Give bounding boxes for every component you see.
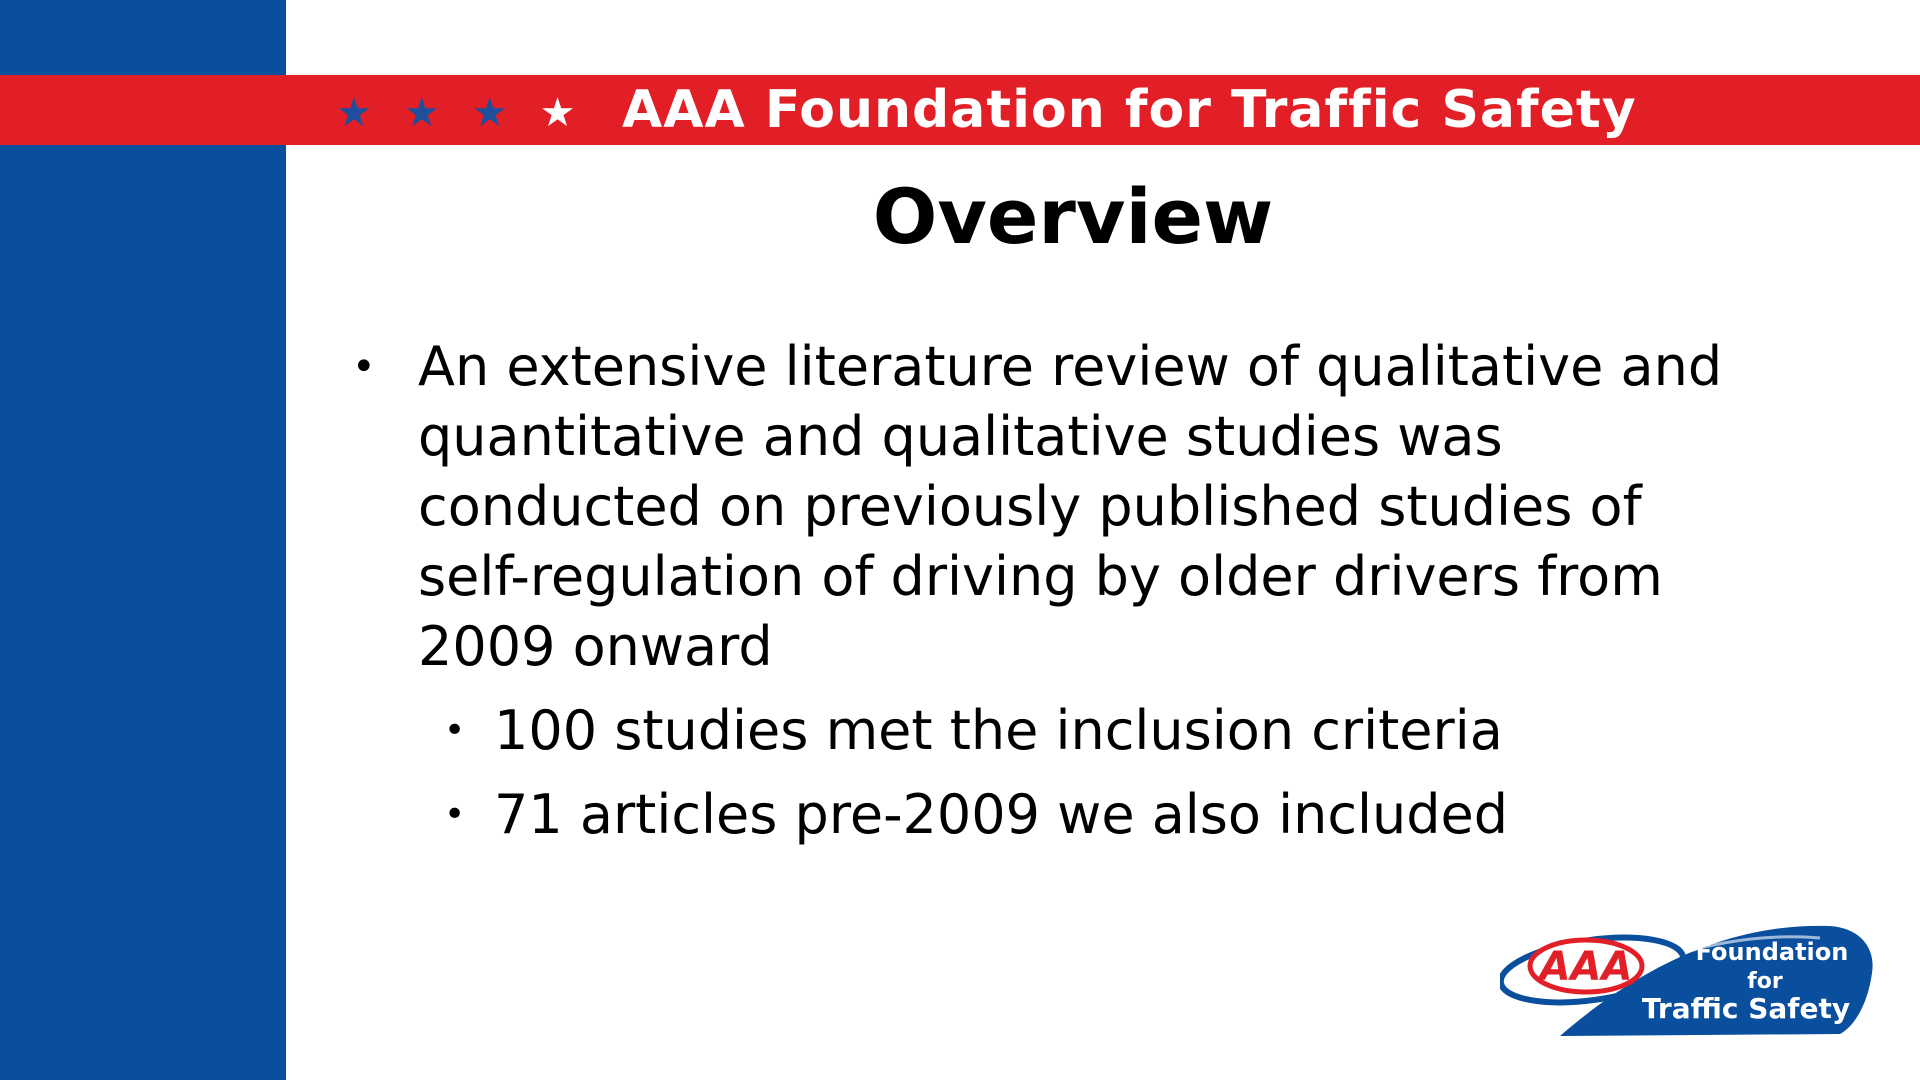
bullet-item [352,332,1732,682]
logo-line-3: Traffic Safety [1641,992,1851,1025]
bullet-dot-icon: • [444,710,466,751]
banner-stars [336,88,575,138]
sub-bullet-text: 71 articles pre-2009 we also included [494,783,1509,846]
logo-aaa-mark: AAA [1539,944,1633,990]
banner-title: AAA Foundation for Traffic Safety [622,80,1637,140]
star-icon: ★ [471,90,508,136]
logo-line-1: Foundation [1695,938,1849,966]
slide-title [286,172,1920,262]
star-icon: ★ [539,90,576,136]
bullet-text: An extensive literature review of qualitative and quantitative and qualitative studies was conducted on previously published studies of self-regulation of driving by older drivers from 2009 onward [418,335,1723,678]
left-accent-bar [0,0,286,1080]
star-icon: ★ [336,90,372,136]
sub-bullet-item [352,780,1732,850]
sub-bullet-text: 100 studies met the inclusion criteria [494,699,1503,762]
slide-content [352,332,1732,850]
bullet-dot-icon: • [444,794,466,835]
bullet-dot-icon: • [352,344,376,390]
sub-bullet-item [352,696,1732,766]
aaa-foundation-logo [1500,918,1876,1040]
star-icon: ★ [403,90,440,136]
logo-line-2: for [1747,969,1783,994]
slide-title-text: Overview [872,172,1274,261]
